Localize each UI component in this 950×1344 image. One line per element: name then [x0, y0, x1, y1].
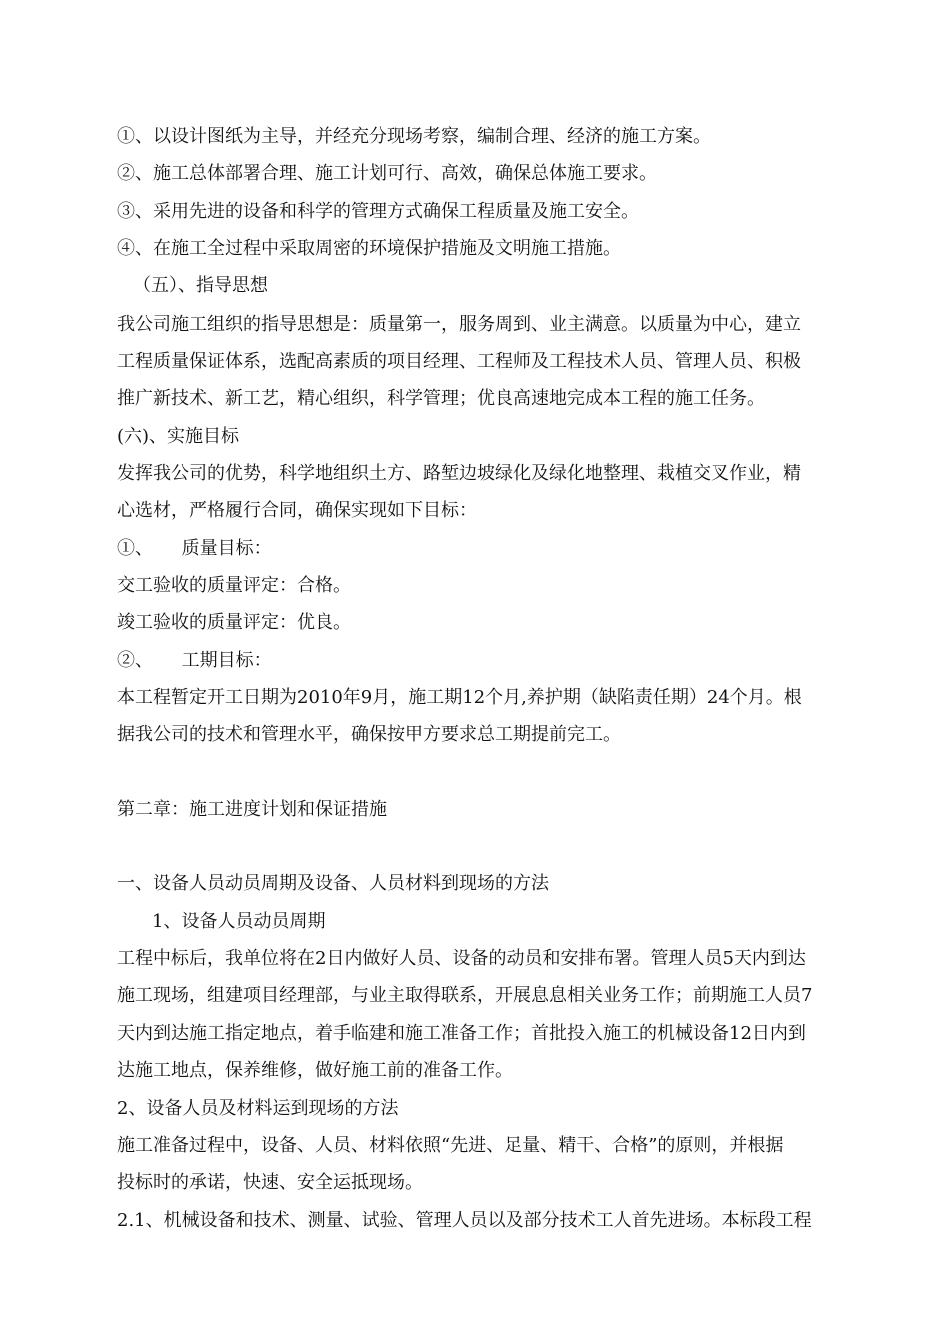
paragraph-line: 2.1、机械设备和技术、测量、试验、管理人员以及部分技术工人首先进场。本标段工程	[117, 1210, 812, 1231]
paragraph-line: 竣工验收的质量评定：优良。	[117, 612, 351, 633]
paragraph-line: 天内到达施工指定地点，着手临建和施工准备工作；首批投入施工的机械设备12日内到	[117, 1023, 806, 1044]
paragraph-line: 工程中标后，我单位将在2日内做好人员、设备的动员和安排布署。管理人员5天内到达	[117, 948, 806, 969]
paragraph-line: 发挥我公司的优势，科学地组织土方、路堑边坡绿化及绿化地整理、栽植交叉作业，精	[117, 463, 801, 484]
paragraph-line: 交工验收的质量评定：合格。	[117, 575, 351, 596]
paragraph-line: 施工准备过程中，设备、人员、材料依照“先进、足量、精干、合格”的原则，并根据	[117, 1135, 784, 1156]
subsection-heading: 1、设备人员动员周期	[152, 911, 326, 932]
paragraph-line: 投标时的承诺，快速、安全运抵现场。	[117, 1172, 423, 1193]
list-item-2: ②、施工总体部署合理、施工计划可行、高效，确保总体施工要求。	[117, 163, 657, 184]
paragraph-line: 推广新技术、新工艺，精心组织，科学管理；优良高速地完成本工程的施工任务。	[117, 388, 765, 409]
list-item-4: ④、在施工全过程中采取周密的环境保护措施及文明施工措施。	[117, 238, 621, 259]
list-item-1: ①、以设计图纸为主导，并经充分现场考察，编制合理、经济的施工方案。	[117, 126, 711, 147]
paragraph-line: 我公司施工组织的指导思想是：质量第一，服务周到、业主满意。以质量为中心，建立	[117, 314, 801, 335]
paragraph-line: 施工现场，组建项目经理部，与业主取得联系，开展息息相关业务工作；前期施工人员7	[117, 985, 813, 1006]
list-item-3: ③、采用先进的设备和科学的管理方式确保工程质量及施工安全。	[117, 201, 639, 222]
paragraph-line: 心选材，严格履行合同，确保实现如下目标：	[117, 500, 477, 521]
paragraph-line: 达施工地点，保养维修，做好施工前的准备工作。	[117, 1060, 513, 1081]
paragraph-line: 工程质量保证体系，选配高素质的项目经理、工程师及工程技术人员、管理人员、积极	[117, 351, 801, 372]
section-heading-goals: (六)、实施目标	[117, 426, 240, 447]
quality-goal-heading: ①、 质量目标：	[117, 538, 272, 559]
schedule-goal-heading: ②、 工期目标：	[117, 650, 272, 671]
section-heading-mobilization: 一、设备人员动员周期及设备、人员材料到现场的方法	[117, 873, 549, 894]
chapter-heading: 第二章：施工进度计划和保证措施	[117, 799, 387, 820]
subsection-heading: 2、设备人员及材料运到现场的方法	[117, 1098, 399, 1119]
section-heading-guiding-thought: （五）、指导思想	[133, 275, 268, 296]
paragraph-line: 据我公司的技术和管理水平，确保按甲方要求总工期提前完工。	[117, 724, 621, 745]
paragraph-line: 本工程暂定开工日期为2010年9月，施工期12个月,养护期（缺陷责任期）24个月。根	[117, 687, 802, 708]
